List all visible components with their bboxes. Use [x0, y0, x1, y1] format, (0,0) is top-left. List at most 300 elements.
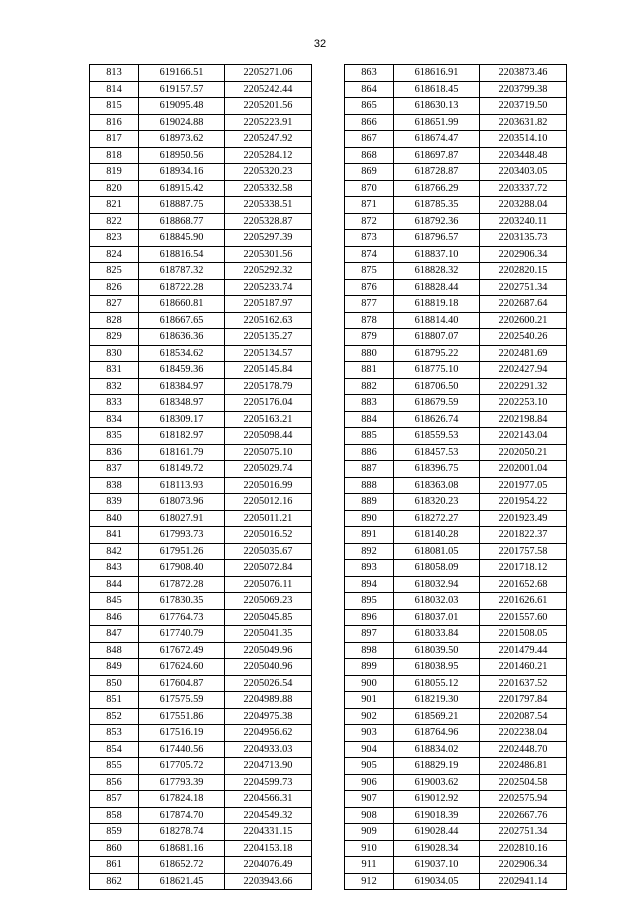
x-coordinate-cell: 618219.30 [394, 692, 480, 709]
y-coordinate-cell: 2202198.84 [480, 411, 567, 428]
y-coordinate-cell: 2201977.05 [480, 477, 567, 494]
table-row [90, 114, 312, 131]
x-coordinate-cell: 618667.65 [139, 312, 225, 329]
y-coordinate-cell: 2205041.35 [225, 626, 312, 643]
y-coordinate-cell: 2205016.99 [225, 477, 312, 494]
y-coordinate-cell: 2203288.04 [480, 197, 567, 214]
point-number-cell: 816 [90, 114, 139, 131]
point-number-cell: 885 [345, 428, 394, 445]
table-row [345, 675, 567, 692]
x-coordinate-cell: 618618.45 [394, 81, 480, 98]
point-number-cell: 838 [90, 477, 139, 494]
x-coordinate-cell: 617824.18 [139, 791, 225, 808]
y-coordinate-cell: 2202001.04 [480, 461, 567, 478]
y-coordinate-cell: 2203135.73 [480, 230, 567, 247]
point-number-cell: 878 [345, 312, 394, 329]
point-number-cell: 907 [345, 791, 394, 808]
table-row [90, 461, 312, 478]
x-coordinate-cell: 618814.40 [394, 312, 480, 329]
x-coordinate-cell: 618113.93 [139, 477, 225, 494]
point-number-cell: 854 [90, 741, 139, 758]
y-coordinate-cell: 2205247.92 [225, 131, 312, 148]
x-coordinate-cell: 618058.09 [394, 560, 480, 577]
y-coordinate-cell: 2205075.10 [225, 444, 312, 461]
x-coordinate-cell: 617440.56 [139, 741, 225, 758]
point-number-cell: 859 [90, 824, 139, 841]
table-row [90, 758, 312, 775]
x-coordinate-cell: 618534.62 [139, 345, 225, 362]
table-row [345, 642, 567, 659]
point-number-cell: 823 [90, 230, 139, 247]
table-row [90, 230, 312, 247]
point-number-cell: 883 [345, 395, 394, 412]
table-row [90, 510, 312, 527]
x-coordinate-cell: 618616.91 [394, 65, 480, 82]
point-number-cell: 912 [345, 873, 394, 890]
x-coordinate-cell: 617740.79 [139, 626, 225, 643]
y-coordinate-cell: 2204599.73 [225, 774, 312, 791]
table-row [90, 774, 312, 791]
x-coordinate-cell: 618027.91 [139, 510, 225, 527]
table-row [345, 774, 567, 791]
y-coordinate-cell: 2202810.16 [480, 840, 567, 857]
table-row [345, 758, 567, 775]
table-row [90, 609, 312, 626]
table-row [90, 576, 312, 593]
y-coordinate-cell: 2205332.58 [225, 180, 312, 197]
x-coordinate-cell: 618950.56 [139, 147, 225, 164]
table-row [345, 246, 567, 263]
y-coordinate-cell: 2202600.21 [480, 312, 567, 329]
y-coordinate-cell: 2202540.26 [480, 329, 567, 346]
table-row [345, 98, 567, 115]
y-coordinate-cell: 2205134.57 [225, 345, 312, 362]
table-row [90, 197, 312, 214]
x-coordinate-cell: 619024.88 [139, 114, 225, 131]
y-coordinate-cell: 2201923.49 [480, 510, 567, 527]
y-coordinate-cell: 2205045.85 [225, 609, 312, 626]
x-coordinate-cell: 617516.19 [139, 725, 225, 742]
y-coordinate-cell: 2203799.38 [480, 81, 567, 98]
x-coordinate-cell: 617993.73 [139, 527, 225, 544]
point-number-cell: 880 [345, 345, 394, 362]
point-number-cell: 869 [345, 164, 394, 181]
table-row [345, 329, 567, 346]
x-coordinate-cell: 618140.28 [394, 527, 480, 544]
y-coordinate-cell: 2205187.97 [225, 296, 312, 313]
table-row [90, 378, 312, 395]
x-coordinate-cell: 618868.77 [139, 213, 225, 230]
y-coordinate-cell: 2205328.87 [225, 213, 312, 230]
x-coordinate-cell: 618728.87 [394, 164, 480, 181]
point-number-cell: 839 [90, 494, 139, 511]
table-row [90, 213, 312, 230]
x-coordinate-cell: 618775.10 [394, 362, 480, 379]
x-coordinate-cell: 618651.99 [394, 114, 480, 131]
point-number-cell: 819 [90, 164, 139, 181]
point-number-cell: 856 [90, 774, 139, 791]
y-coordinate-cell: 2204989.88 [225, 692, 312, 709]
x-coordinate-cell: 618621.45 [139, 873, 225, 890]
table-row [90, 626, 312, 643]
table-row [90, 873, 312, 890]
y-coordinate-cell: 2205029.74 [225, 461, 312, 478]
point-number-cell: 855 [90, 758, 139, 775]
x-coordinate-cell: 618033.84 [394, 626, 480, 643]
point-number-cell: 897 [345, 626, 394, 643]
table-row [90, 362, 312, 379]
point-number-cell: 861 [90, 857, 139, 874]
point-number-cell: 865 [345, 98, 394, 115]
point-number-cell: 864 [345, 81, 394, 98]
table-row [90, 263, 312, 280]
table-row [90, 411, 312, 428]
y-coordinate-cell: 2203403.05 [480, 164, 567, 181]
point-number-cell: 889 [345, 494, 394, 511]
x-coordinate-cell: 618915.42 [139, 180, 225, 197]
y-coordinate-cell: 2202486.81 [480, 758, 567, 775]
x-coordinate-cell: 618679.59 [394, 395, 480, 412]
x-coordinate-cell: 618384.97 [139, 378, 225, 395]
table-row [90, 131, 312, 148]
point-number-cell: 817 [90, 131, 139, 148]
table-row [90, 840, 312, 857]
table-row [345, 741, 567, 758]
point-number-cell: 845 [90, 593, 139, 610]
point-number-cell: 890 [345, 510, 394, 527]
x-coordinate-cell: 618785.35 [394, 197, 480, 214]
y-coordinate-cell: 2205076.11 [225, 576, 312, 593]
y-coordinate-cell: 2204933.03 [225, 741, 312, 758]
table-row [90, 444, 312, 461]
point-number-cell: 896 [345, 609, 394, 626]
point-number-cell: 903 [345, 725, 394, 742]
y-coordinate-cell: 2204566.31 [225, 791, 312, 808]
table-row [345, 692, 567, 709]
point-number-cell: 905 [345, 758, 394, 775]
point-number-cell: 868 [345, 147, 394, 164]
x-coordinate-cell: 618032.94 [394, 576, 480, 593]
table-row [345, 164, 567, 181]
y-coordinate-cell: 2201797.84 [480, 692, 567, 709]
point-number-cell: 852 [90, 708, 139, 725]
table-row [345, 230, 567, 247]
x-coordinate-cell: 617551.86 [139, 708, 225, 725]
point-number-cell: 882 [345, 378, 394, 395]
point-number-cell: 888 [345, 477, 394, 494]
point-number-cell: 873 [345, 230, 394, 247]
x-coordinate-cell: 617764.73 [139, 609, 225, 626]
table-row [90, 675, 312, 692]
table-row [90, 857, 312, 874]
table-row [345, 576, 567, 593]
x-coordinate-cell: 618636.36 [139, 329, 225, 346]
x-coordinate-cell: 618032.03 [394, 593, 480, 610]
x-coordinate-cell: 618149.72 [139, 461, 225, 478]
table-row [345, 197, 567, 214]
point-number-cell: 814 [90, 81, 139, 98]
y-coordinate-cell: 2203448.48 [480, 147, 567, 164]
y-coordinate-cell: 2204956.62 [225, 725, 312, 742]
y-coordinate-cell: 2201718.12 [480, 560, 567, 577]
x-coordinate-cell: 618457.53 [394, 444, 480, 461]
x-coordinate-cell: 618272.27 [394, 510, 480, 527]
table-row [345, 857, 567, 874]
x-coordinate-cell: 617908.40 [139, 560, 225, 577]
x-coordinate-cell: 618396.75 [394, 461, 480, 478]
x-coordinate-cell: 618652.72 [139, 857, 225, 874]
table-row [345, 873, 567, 890]
y-coordinate-cell: 2202253.10 [480, 395, 567, 412]
point-number-cell: 818 [90, 147, 139, 164]
table-row [90, 560, 312, 577]
point-number-cell: 893 [345, 560, 394, 577]
table-row [90, 527, 312, 544]
point-number-cell: 901 [345, 692, 394, 709]
coordinates-table-left [89, 64, 312, 890]
y-coordinate-cell: 2204549.32 [225, 807, 312, 824]
y-coordinate-cell: 2201479.44 [480, 642, 567, 659]
point-number-cell: 841 [90, 527, 139, 544]
table-row [90, 824, 312, 841]
table-row [345, 114, 567, 131]
y-coordinate-cell: 2201822.37 [480, 527, 567, 544]
y-coordinate-cell: 2202667.76 [480, 807, 567, 824]
point-number-cell: 851 [90, 692, 139, 709]
point-number-cell: 827 [90, 296, 139, 313]
y-coordinate-cell: 2205301.56 [225, 246, 312, 263]
x-coordinate-cell: 618722.28 [139, 279, 225, 296]
point-number-cell: 843 [90, 560, 139, 577]
point-number-cell: 909 [345, 824, 394, 841]
table-row [90, 543, 312, 560]
table-row [90, 296, 312, 313]
y-coordinate-cell: 2205026.54 [225, 675, 312, 692]
point-number-cell: 871 [345, 197, 394, 214]
point-number-cell: 898 [345, 642, 394, 659]
point-number-cell: 870 [345, 180, 394, 197]
y-coordinate-cell: 2205297.39 [225, 230, 312, 247]
y-coordinate-cell: 2202751.34 [480, 824, 567, 841]
y-coordinate-cell: 2201460.21 [480, 659, 567, 676]
y-coordinate-cell: 2202087.54 [480, 708, 567, 725]
point-number-cell: 881 [345, 362, 394, 379]
x-coordinate-cell: 618792.36 [394, 213, 480, 230]
table-row [345, 560, 567, 577]
x-coordinate-cell: 618278.74 [139, 824, 225, 841]
table-row [345, 395, 567, 412]
table-row [345, 708, 567, 725]
table-row [90, 791, 312, 808]
point-number-cell: 884 [345, 411, 394, 428]
point-number-cell: 846 [90, 609, 139, 626]
x-coordinate-cell: 618766.29 [394, 180, 480, 197]
y-coordinate-cell: 2205016.52 [225, 527, 312, 544]
point-number-cell: 836 [90, 444, 139, 461]
point-number-cell: 833 [90, 395, 139, 412]
x-coordinate-cell: 618569.21 [394, 708, 480, 725]
point-number-cell: 840 [90, 510, 139, 527]
table-row [345, 824, 567, 841]
y-coordinate-cell: 2205284.12 [225, 147, 312, 164]
point-number-cell: 866 [345, 114, 394, 131]
x-coordinate-cell: 619003.62 [394, 774, 480, 791]
y-coordinate-cell: 2203943.66 [225, 873, 312, 890]
x-coordinate-cell: 618828.32 [394, 263, 480, 280]
y-coordinate-cell: 2202687.64 [480, 296, 567, 313]
table-row [90, 708, 312, 725]
x-coordinate-cell: 619028.44 [394, 824, 480, 841]
x-coordinate-cell: 618973.62 [139, 131, 225, 148]
point-number-cell: 834 [90, 411, 139, 428]
table-row [345, 609, 567, 626]
y-coordinate-cell: 2201954.22 [480, 494, 567, 511]
table-row [345, 213, 567, 230]
y-coordinate-cell: 2205338.51 [225, 197, 312, 214]
x-coordinate-cell: 618630.13 [394, 98, 480, 115]
x-coordinate-cell: 618828.44 [394, 279, 480, 296]
point-number-cell: 837 [90, 461, 139, 478]
point-number-cell: 850 [90, 675, 139, 692]
x-coordinate-cell: 619034.05 [394, 873, 480, 890]
y-coordinate-cell: 2203337.72 [480, 180, 567, 197]
y-coordinate-cell: 2202504.58 [480, 774, 567, 791]
point-number-cell: 879 [345, 329, 394, 346]
x-coordinate-cell: 618845.90 [139, 230, 225, 247]
point-number-cell: 875 [345, 263, 394, 280]
x-coordinate-cell: 617874.70 [139, 807, 225, 824]
table-row [345, 428, 567, 445]
x-coordinate-cell: 619157.57 [139, 81, 225, 98]
y-coordinate-cell: 2205135.27 [225, 329, 312, 346]
table-row [345, 791, 567, 808]
point-number-cell: 860 [90, 840, 139, 857]
x-coordinate-cell: 618819.18 [394, 296, 480, 313]
table-row [345, 444, 567, 461]
table-row [90, 180, 312, 197]
y-coordinate-cell: 2204713.90 [225, 758, 312, 775]
point-number-cell: 886 [345, 444, 394, 461]
point-number-cell: 895 [345, 593, 394, 610]
x-coordinate-cell: 618161.79 [139, 444, 225, 461]
x-coordinate-cell: 617951.26 [139, 543, 225, 560]
x-coordinate-cell: 618320.23 [394, 494, 480, 511]
x-coordinate-cell: 618796.57 [394, 230, 480, 247]
y-coordinate-cell: 2202427.94 [480, 362, 567, 379]
y-coordinate-cell: 2205069.23 [225, 593, 312, 610]
y-coordinate-cell: 2205049.96 [225, 642, 312, 659]
y-coordinate-cell: 2205012.16 [225, 494, 312, 511]
point-number-cell: 876 [345, 279, 394, 296]
y-coordinate-cell: 2204975.38 [225, 708, 312, 725]
y-coordinate-cell: 2205011.21 [225, 510, 312, 527]
point-number-cell: 821 [90, 197, 139, 214]
table-row [90, 65, 312, 82]
table-row [345, 345, 567, 362]
y-coordinate-cell: 2202448.70 [480, 741, 567, 758]
x-coordinate-cell: 618834.02 [394, 741, 480, 758]
point-number-cell: 906 [345, 774, 394, 791]
x-coordinate-cell: 618626.74 [394, 411, 480, 428]
point-number-cell: 892 [345, 543, 394, 560]
y-coordinate-cell: 2205233.74 [225, 279, 312, 296]
y-coordinate-cell: 2202820.15 [480, 263, 567, 280]
x-coordinate-cell: 618829.19 [394, 758, 480, 775]
page-number: 32 [313, 38, 327, 50]
table-row [90, 246, 312, 263]
table-row [345, 543, 567, 560]
y-coordinate-cell: 2204076.49 [225, 857, 312, 874]
table-row [345, 461, 567, 478]
y-coordinate-cell: 2203873.46 [480, 65, 567, 82]
x-coordinate-cell: 618787.32 [139, 263, 225, 280]
point-number-cell: 863 [345, 65, 394, 82]
y-coordinate-cell: 2202941.14 [480, 873, 567, 890]
x-coordinate-cell: 618348.97 [139, 395, 225, 412]
x-coordinate-cell: 619012.92 [394, 791, 480, 808]
point-number-cell: 867 [345, 131, 394, 148]
table-row [345, 593, 567, 610]
point-number-cell: 877 [345, 296, 394, 313]
x-coordinate-cell: 618459.36 [139, 362, 225, 379]
y-coordinate-cell: 2205176.04 [225, 395, 312, 412]
table-row [345, 510, 567, 527]
y-coordinate-cell: 2201652.68 [480, 576, 567, 593]
table-row [345, 131, 567, 148]
point-number-cell: 858 [90, 807, 139, 824]
y-coordinate-cell: 2205320.23 [225, 164, 312, 181]
y-coordinate-cell: 2205163.21 [225, 411, 312, 428]
point-number-cell: 872 [345, 213, 394, 230]
y-coordinate-cell: 2203719.50 [480, 98, 567, 115]
y-coordinate-cell: 2205292.32 [225, 263, 312, 280]
x-coordinate-cell: 617624.60 [139, 659, 225, 676]
x-coordinate-cell: 618037.01 [394, 609, 480, 626]
point-number-cell: 825 [90, 263, 139, 280]
y-coordinate-cell: 2204331.15 [225, 824, 312, 841]
table-row [345, 362, 567, 379]
point-number-cell: 820 [90, 180, 139, 197]
point-number-cell: 899 [345, 659, 394, 676]
point-number-cell: 832 [90, 378, 139, 395]
table-row [90, 98, 312, 115]
x-coordinate-cell: 618073.96 [139, 494, 225, 511]
table-row [90, 807, 312, 824]
point-number-cell: 891 [345, 527, 394, 544]
table-row [345, 527, 567, 544]
point-number-cell: 900 [345, 675, 394, 692]
y-coordinate-cell: 2205201.56 [225, 98, 312, 115]
point-number-cell: 842 [90, 543, 139, 560]
x-coordinate-cell: 618837.10 [394, 246, 480, 263]
table-row [90, 692, 312, 709]
y-coordinate-cell: 2205271.06 [225, 65, 312, 82]
y-coordinate-cell: 2201508.05 [480, 626, 567, 643]
x-coordinate-cell: 617705.72 [139, 758, 225, 775]
y-coordinate-cell: 2205162.63 [225, 312, 312, 329]
table-row [345, 807, 567, 824]
x-coordinate-cell: 618795.22 [394, 345, 480, 362]
point-number-cell: 835 [90, 428, 139, 445]
table-row [345, 477, 567, 494]
point-number-cell: 824 [90, 246, 139, 263]
point-number-cell: 847 [90, 626, 139, 643]
x-coordinate-cell: 618660.81 [139, 296, 225, 313]
y-coordinate-cell: 2201557.60 [480, 609, 567, 626]
x-coordinate-cell: 618039.50 [394, 642, 480, 659]
x-coordinate-cell: 618887.75 [139, 197, 225, 214]
table-row [345, 81, 567, 98]
